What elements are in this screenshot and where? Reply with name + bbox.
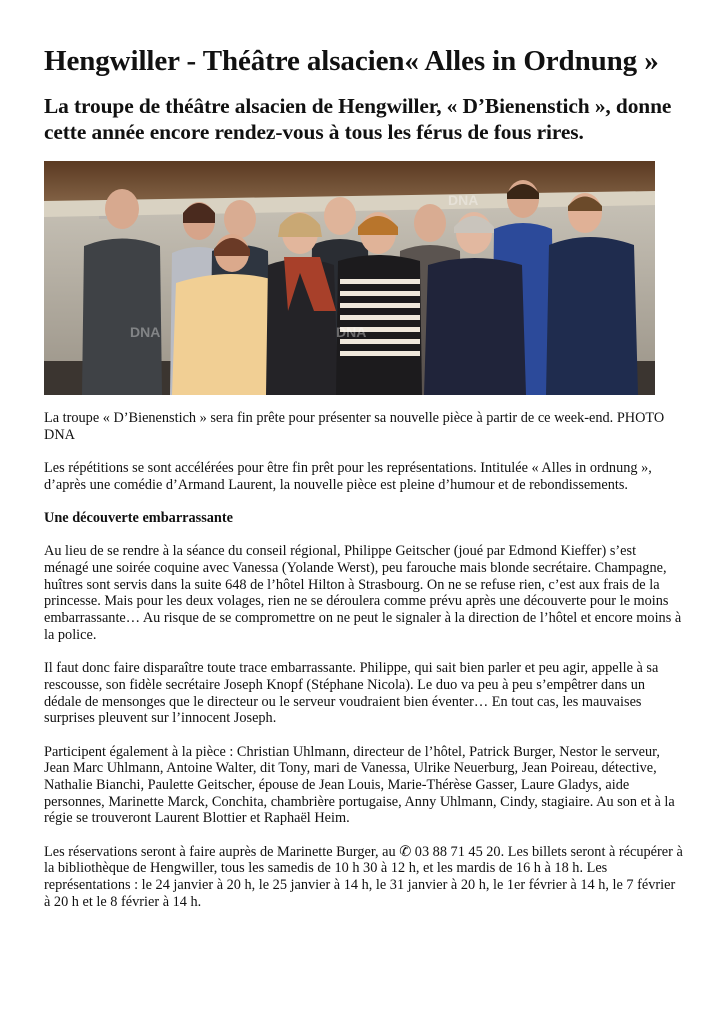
svg-text:DNA: DNA	[448, 192, 479, 208]
svg-text:DNA: DNA	[336, 324, 367, 340]
svg-text:DNA: DNA	[130, 324, 161, 340]
paragraph-1: Les répétitions se sont accélérées pour être fin prêt pour les représentations. Intitulée « Alles in ordnung », d’après une comédie d’Armand Laurent, la nouvelle pièce est pleine d’humour et de rebondissements.	[44, 460, 652, 493]
subheading: Une découverte embarrassante	[44, 510, 233, 526]
paragraph-4: Participent également à la pièce : Christian Uhlmann, directeur de l’hôtel, Patrick Burger, Nestor le serveur, Jean Marc Uhlmann, Antoine Walter, dit Tony, mari de Vanessa, Ulrike Neuerburg, Jean Poireau, détective, Nathalie Bianchi, Paulette Geitscher, épouse de Jean Louis, Marie-Thérèse Gasser, Laure Gladys, aide personnes, Marinette Marck, Conchita, chambrière portugaise, Anny Uhlmann, Cindy, stagiaire. Au son et à la régie se trouveront Laurent Blottier et Raphaël Heim.	[44, 743, 675, 827]
article-title: Hengwiller - Théâtre alsacien« Alles in Ordnung »	[44, 45, 659, 77]
article-body	[44, 410, 684, 927]
group-photo	[44, 161, 655, 395]
photo-caption: La troupe « D’Bienenstich » sera fin prête pour présenter sa nouvelle pièce à partir de ce week-end. PHOTO DNA	[44, 410, 665, 443]
article-lead: La troupe de théâtre alsacien de Hengwiller, « D’Bienenstich », donne cette année encore rendez-vous à tous les férus de fous rires.	[44, 94, 672, 144]
paragraph-3: Il faut donc faire disparaître toute trace embarrassante. Philippe, qui sait bien parler et peu agir, appelle à sa rescousse, son fidèle secrétaire Joseph Knopf (Stéphane Nicola). Le duo va peu à peu s’empêtrer dans un dédale de mensonges que le directeur ou le serveur voudraient bien éventer… En tout cas, les mauvaises surprises pleuvent sur l’innocent Joseph.	[44, 660, 659, 727]
paragraph-2: Au lieu de se rendre à la séance du conseil régional, Philippe Geitscher (joué par Edmond Kieffer) s’est ménagé une soirée coquine avec Vanessa (Yolande Werst), peu farouche mais blonde secrétaire. Champagne, huîtres sont servis dans la suite 648 de l’hôtel Hilton à Strasbourg. On ne se refuse rien, c’est aux frais de la princesse. Mais pour les deux volages, rien ne se déroulera comme prévu après une découverte pour le moins embarrassante… Au risque de se compromettre on ne peut le signaler à la direction de l’hôtel et encore moins à la police.	[44, 543, 682, 643]
paragraph-5: Les réservations seront à faire auprès de Marinette Burger, au ✆ 03 88 71 45 20. Les billets seront à récupérer à la bibliothèque de Hengwiller, tous les samedis de 10 h 30 à 12 h, et les mardis de 16 h à 18 h. Les représentations : le 24 janvier à 20 h, le 25 janvier à 14 h, le 31 janvier à 20 h, le 1er février à 14 h, le 7 février à 20 h et le 8 février à 14 h.	[44, 843, 683, 910]
